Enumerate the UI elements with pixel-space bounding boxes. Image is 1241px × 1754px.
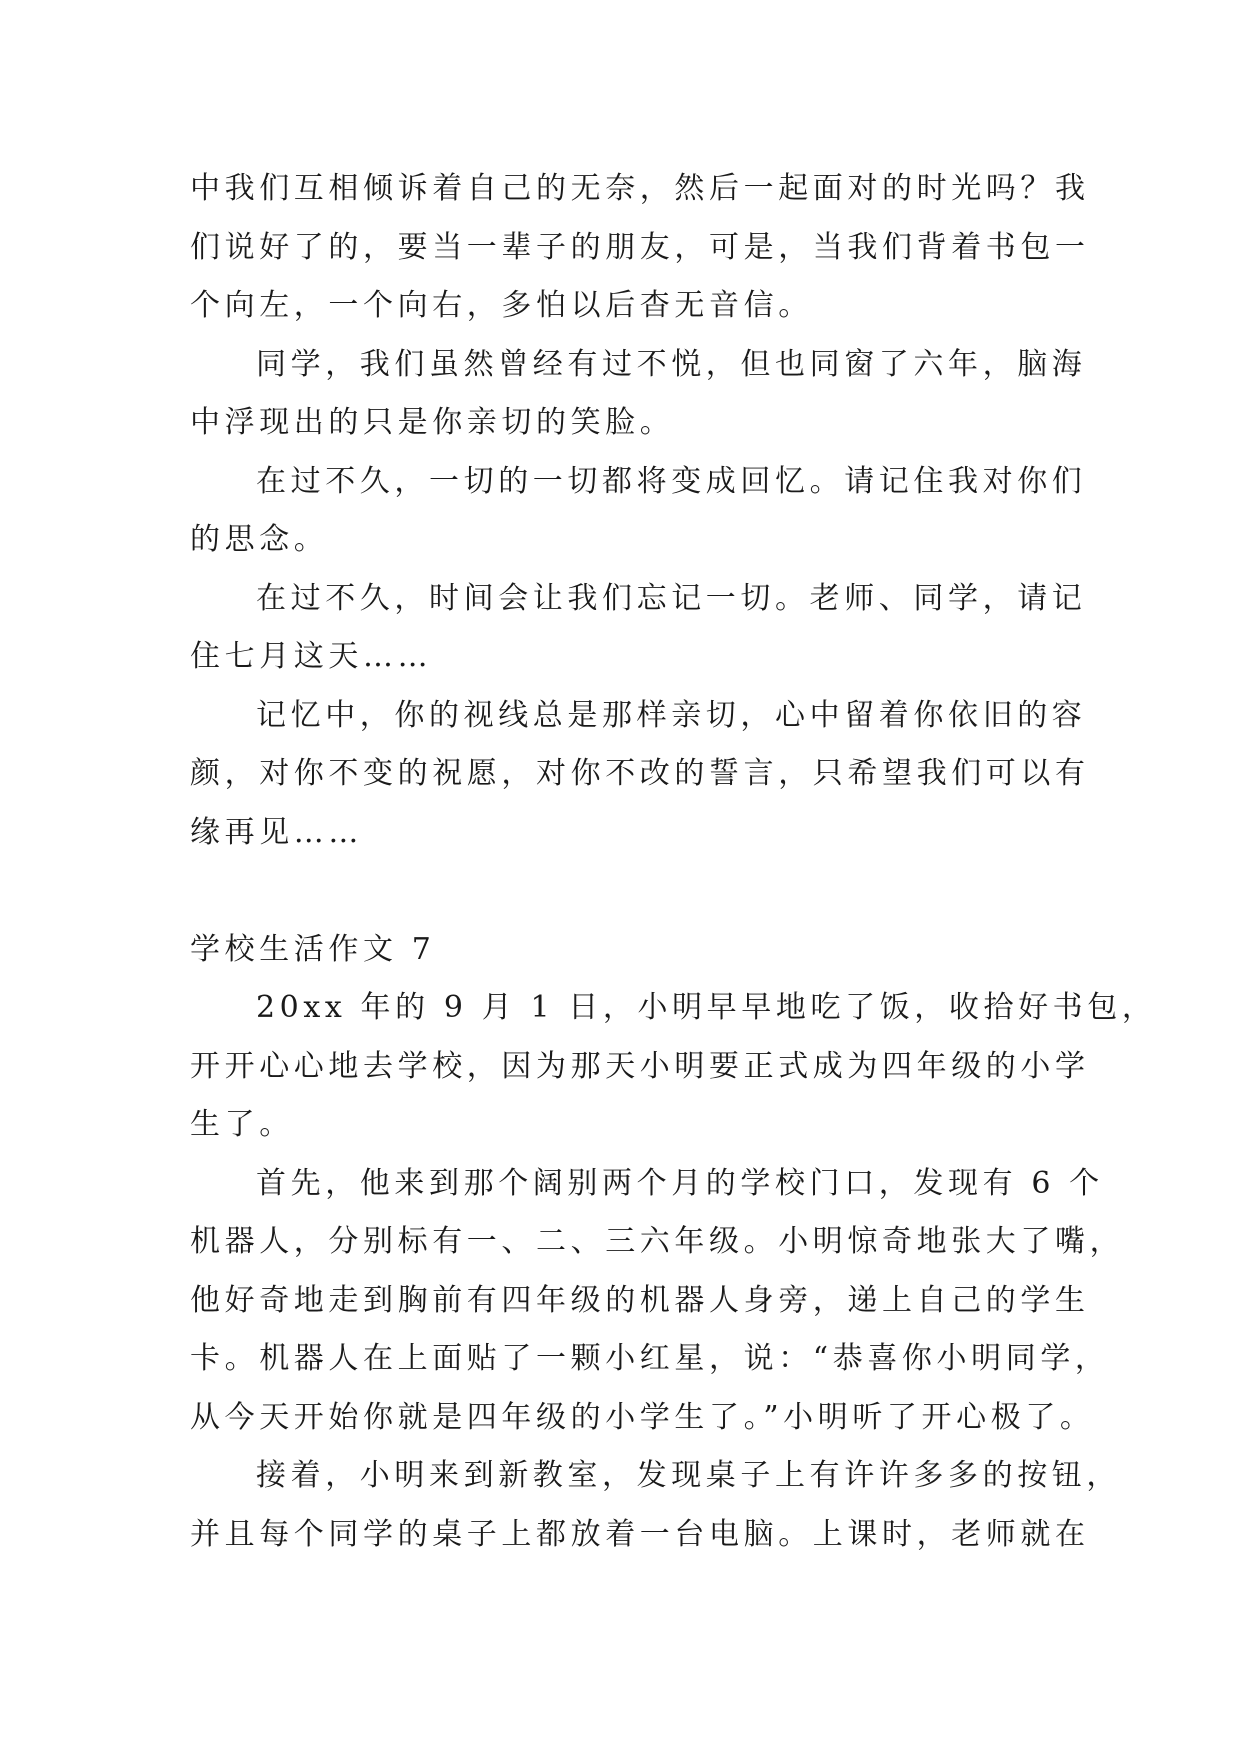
paragraph-2 — [190, 336, 1087, 453]
paragraph-1 — [190, 160, 1090, 336]
text-line: 在过不久，时间会让我们忘记一切。老师、同学，请记 — [256, 580, 1087, 616]
text-line: 生了。 — [190, 1107, 294, 1142]
text-line: 缘再见…… — [190, 814, 363, 850]
text-line: 机器人，分别标有一、二、三六年级。小明惊奇地张大了嘴， — [190, 1224, 1125, 1259]
text-line: 们说好了的，要当一辈子的朋友，可是，当我们背着书包一 — [190, 229, 1090, 265]
text-line: 开开心心地去学校，因为那天小明要正式成为四年级的小学 — [190, 1048, 1090, 1084]
text-line: 在过不久，一切的一切都将变成回忆。请记住我对你们 — [256, 463, 1087, 499]
text-line: 颜，对你不变的祝愿，对你不改的誓言，只希望我们可以有 — [190, 756, 1090, 791]
text-line: 并且每个同学的桌子上都放着一台电脑。上课时，老师就在 — [190, 1516, 1090, 1552]
paragraph-3 — [190, 453, 1087, 570]
text-line: 住七月这天…… — [190, 639, 433, 674]
text-line: 中浮现出的只是你亲切的笑脸。 — [190, 405, 675, 440]
document-body — [190, 160, 1157, 1564]
text-line: 他好奇地走到胸前有四年级的机器人身旁，递上自己的学生 — [190, 1282, 1090, 1318]
text-line: 卡。机器人在上面贴了一颗小红星，说：“恭喜你小明同学， — [190, 1341, 1110, 1376]
text-line: 的思念。 — [190, 522, 329, 557]
text-line: 中我们互相倾诉着自己的无奈，然后一起面对的时光吗？我 — [190, 171, 1090, 206]
paragraph-7 — [190, 1155, 1125, 1448]
text-line: 从今天开始你就是四年级的小学生了。”小明听了开心极了。 — [190, 1399, 1095, 1435]
text-line: 同学，我们虽然曾经有过不悦，但也同窗了六年，脑海 — [256, 346, 1087, 382]
text-line: 首先，他来到那个阔别两个月的学校门口，发现有 6 个 — [256, 1165, 1104, 1201]
paragraph-6 — [190, 979, 1157, 1155]
section-title: 学校生活作文 7 — [190, 931, 436, 967]
paragraph-8 — [190, 1447, 1121, 1564]
text-line: 20xx 年的 9 月 1 日，小明早早地吃了饭，收拾好书包， — [256, 990, 1157, 1025]
paragraph-5 — [190, 687, 1090, 863]
blank-line — [190, 862, 1070, 921]
paragraph-4 — [190, 570, 1087, 687]
text-line: 个向左，一个向右，多怕以后杳无音信。 — [190, 288, 813, 323]
text-line: 记忆中，你的视线总是那样亲切，心中留着你依旧的容 — [256, 697, 1087, 733]
text-line: 接着，小明来到新教室，发现桌子上有许许多多的按钮， — [256, 1458, 1121, 1493]
